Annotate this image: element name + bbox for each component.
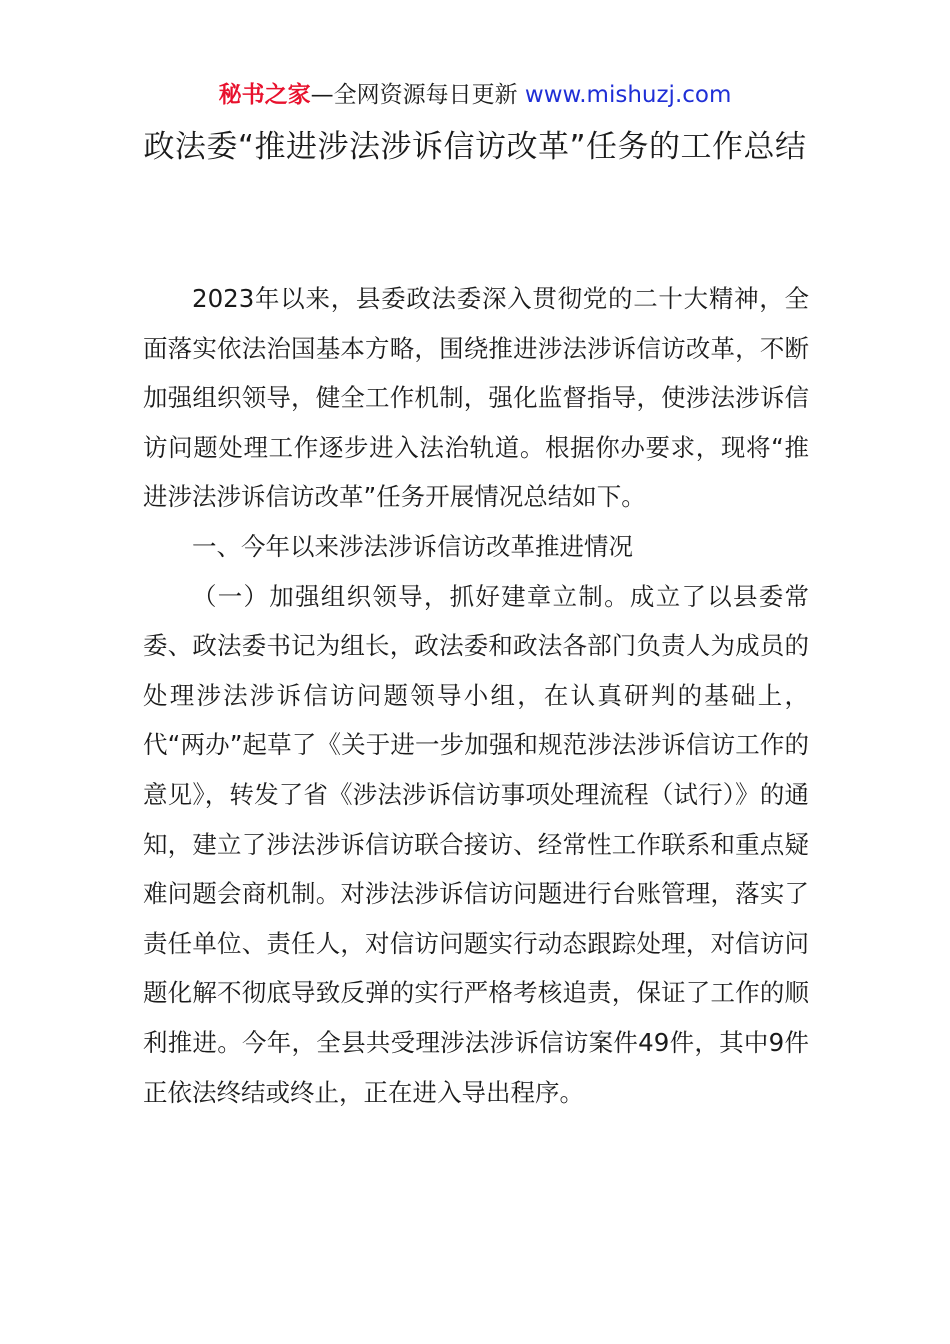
document-title: 政法委“推进涉法涉诉信访改革”任务的工作总结 [143, 129, 807, 165]
document-body [143, 274, 809, 1117]
brand-name: 秘书之家 [218, 82, 311, 108]
subsection-paragraph: （一）加强组织领导，抓好建章立制。成立了以县委常委、政法委书记为组长，政法委和政法各部门负责人为成员的处理涉法涉诉信访问题领导小组，在认真研判的基础上，代“两办”起草了《关于进一步加强和规范涉法涉诉信访工作的意见》，转发了省《涉法涉诉信访事项处理流程（试行）》的通知，建立了涉法涉诉信访联合接访、经常性工作联系和重点疑难问题会商机制。对涉法涉诉信访问题进行台账管理，落实了责任单位、责任人，对信访问题实行动态跟踪处理，对信访问题化解不彻底导致反弹的实行严格考核追责，保证了工作的顺利推进。今年，全县共受理涉法涉诉信访案件49件，其中9件正依法终结或终止，正在进入导出程序。 [143, 581, 809, 1107]
header-tagline: —全网资源每日更新 [310, 82, 525, 108]
section-heading: 一、今年以来涉法涉诉信访改革推进情况 [192, 531, 633, 561]
site-header [0, 78, 950, 112]
intro-paragraph: 2023年以来，县委政法委深入贯彻党的二十大精神，全面落实依法治国基本方略，围绕推进涉法涉诉信访改革，不断加强组织领导，健全工作机制，强化监督指导，使涉法涉诉信访问题处理工作逐步进入法治轨道。根据你办要求，现将“推进涉法涉诉信访改革”任务开展情况总结如下。 [143, 284, 809, 512]
site-url: www.mishuzj.com [524, 82, 732, 108]
